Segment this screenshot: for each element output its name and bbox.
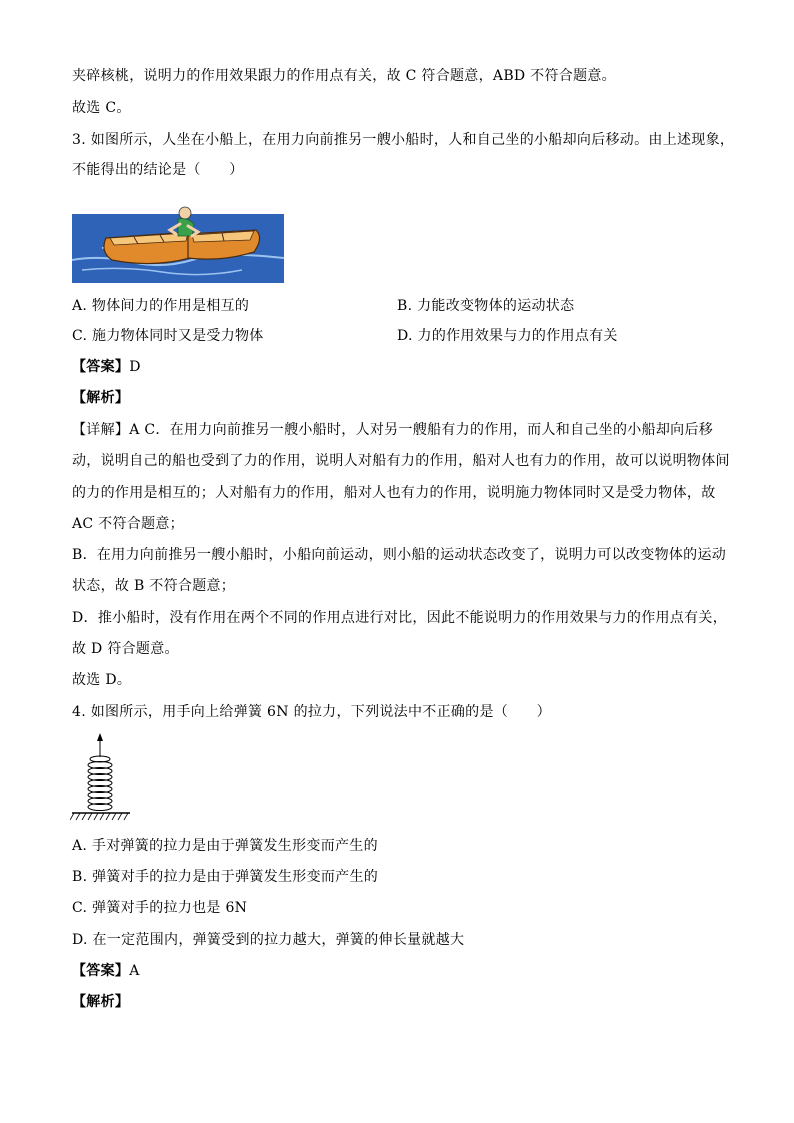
q3-detail-line-4: AC 不符合题意； <box>72 516 184 532</box>
q3-option-c: C. 施力物体同时又是受力物体 <box>72 328 264 344</box>
boat-illustration <box>72 200 284 283</box>
q4-answer <box>72 959 140 983</box>
q4-stem: 4. 如图所示，用手向上给弹簧 6N 的拉力，下列说法中不正确的是（ ） <box>72 704 551 720</box>
q3-detail-line-8: 故 D 符合题意。 <box>72 641 179 657</box>
q3-option-b: B. 力能改变物体的运动状态 <box>397 298 575 314</box>
person-head <box>179 207 191 219</box>
q3-detail-line-7: D．推小船时，没有作用在两个不同的作用点进行对比，因此不能说明力的作用效果与力的作用点有关， <box>72 610 728 626</box>
q3-stem-line-2: 不能得出的结论是（ ） <box>72 162 244 178</box>
q3-detail-line-1: 【详解】A C．在用力向前推另一艘小船时，人对另一艘船有力的作用，而人和自己坐的小船却向后移 <box>72 422 714 438</box>
boat-figure <box>72 200 284 283</box>
intro-line-1: 夹碎核桃，说明力的作用效果跟力的作用点有关，故 C 符合题意，ABD 不符合题意。 <box>72 68 616 84</box>
spring-figure <box>70 731 130 823</box>
q4-option-a: A. 手对弹簧的拉力是由于弹簧发生形变而产生的 <box>72 838 378 854</box>
q4-answer-tag: 【答案】 <box>72 963 130 979</box>
q3-answer <box>72 355 141 379</box>
q3-analysis-tag: 【解析】 <box>72 390 130 406</box>
q4-analysis-tag: 【解析】 <box>72 994 130 1010</box>
q3-detail-line-6: 状态，故 B 不符合题意； <box>72 578 236 594</box>
q4-option-d: D. 在一定范围内，弹簧受到的拉力越大，弹簧的伸长量就越大 <box>72 932 465 948</box>
q3-option-a: A. 物体间力的作用是相互的 <box>72 298 250 314</box>
q3-answer-tag: 【答案】 <box>72 359 130 375</box>
q3-detail-line-9: 故选 D。 <box>72 672 132 688</box>
q3-answer-value: D <box>129 359 141 375</box>
q3-option-d: D. 力的作用效果与力的作用点有关 <box>397 328 618 344</box>
intro-line-2: 故选 C。 <box>72 100 131 116</box>
q4-answer-value: A <box>129 963 140 979</box>
spring-coil <box>88 756 112 811</box>
q3-detail-line-5: B．在用力向前推另一艘小船时，小船向前运动，则小船的运动状态改变了，说明力可以改变物体的运动 <box>72 547 727 563</box>
spring-illustration <box>70 731 130 823</box>
q3-detail-line-2: 动，说明自己的船也受到了力的作用，说明人对船有力的作用，船对人也有力的作用，故可以说明物体间 <box>72 453 730 469</box>
q3-stem-line-1: 3. 如图所示，人坐在小船上，在用力向前推另一艘小船时，人和自己坐的小船却向后移动。由上述现象， <box>72 132 735 148</box>
force-arrow-head <box>97 733 103 741</box>
q4-option-c: C. 弹簧对手的拉力也是 6N <box>72 900 248 916</box>
q4-option-b: B. 弹簧对手的拉力是由于弹簧发生形变而产生的 <box>72 869 379 885</box>
q3-detail-line-3: 的力的作用是相互的；人对船有力的作用，船对人也有力的作用，说明施力物体同时又是受力物体，故 <box>72 485 716 501</box>
ground-hatch <box>70 813 128 820</box>
